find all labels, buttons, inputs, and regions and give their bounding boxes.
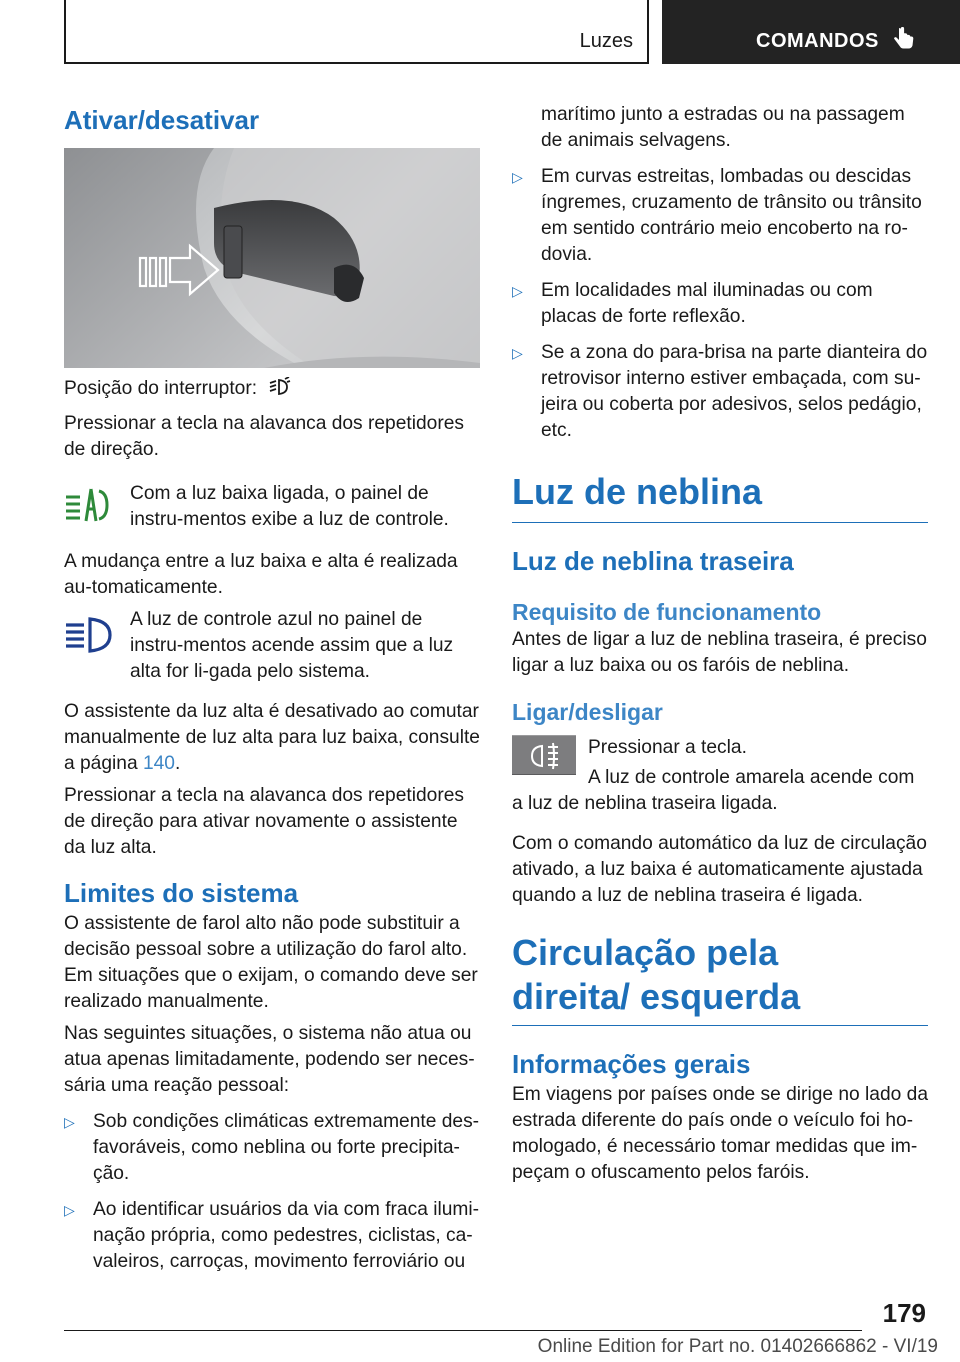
heading-on-off: Ligar/desligar bbox=[512, 699, 663, 725]
header-chapter-tab bbox=[662, 0, 960, 64]
general-info-text: Em viagens por países onde se dirige no lado da estrada diferente do país onde o veículo foi ho-mologado, é necessário tomar medidas que im-peçam o ofuscamento pelos faróis. bbox=[512, 1084, 928, 1183]
footer-divider bbox=[64, 1330, 862, 1331]
list-item-continued: marítimo junto a estradas ou na passagem de animais selvagens. bbox=[541, 104, 905, 151]
triangle-bullet-icon: ▷ bbox=[512, 169, 523, 185]
press-stalk-text: Pressionar a tecla na alavanca dos repetidores de direção. bbox=[64, 413, 464, 460]
header-chapter-title: COMANDOS bbox=[756, 30, 879, 52]
low-beam-info: Com a luz baixa ligada, o painel de instru-mentos exibe a luz de controle. bbox=[64, 481, 480, 533]
traffic-side-heading-block bbox=[512, 931, 928, 1026]
fog-button-block bbox=[512, 735, 928, 817]
heading-fog-light: Luz de neblina bbox=[512, 471, 763, 512]
hand-pointer-icon bbox=[894, 27, 914, 56]
fog-light-heading-block bbox=[512, 470, 928, 523]
heading-activate: Ativar/desativar bbox=[64, 105, 260, 135]
header-section-box bbox=[64, 0, 649, 64]
heading-requirement: Requisito de funcionamento bbox=[512, 599, 822, 625]
list-item: ▷ Ao identificar usuários da via com fraca ilumi-nação própria, como pedestres, ciclistas, ca-valeiros, carroças, movimento ferroviário ou bbox=[64, 1199, 480, 1272]
limits-paragraph-1: O assistente de farol alto não pode substituir a decisão pessoal sobre a utilização do farol alto. Em situações que o exijam, o comando deve ser realizado manualmente. bbox=[64, 913, 478, 1012]
triangle-bullet-icon: ▷ bbox=[512, 283, 523, 299]
page-number: 179 bbox=[882, 1298, 926, 1328]
list-item: ▷ Sob condições climáticas extremamente des-favoráveis, como neblina ou forte precipita-ção. bbox=[64, 1111, 480, 1184]
blue-light-info: A luz de controle azul no painel de instru-mentos acende assim que a luz alta for li-gada pelo sistema. bbox=[64, 607, 480, 685]
list-item: ▷ Em curvas estreitas, lombadas ou descidas íngremes, cruzamento de trânsito ou trânsito em sentido contrário meio encoberto na ro-dovia. bbox=[512, 166, 922, 265]
heading-traffic-side: Circulação pela direita/ esquerda bbox=[512, 932, 801, 1017]
turn-signal-stalk-illustration bbox=[64, 148, 480, 368]
switch-position-text: Posição do interruptor: bbox=[64, 376, 480, 405]
auto-switch-text: A mudança entre a luz baixa e alta é realizada au-tomaticamente. bbox=[64, 551, 458, 598]
manual-off-text: O assistente da luz alta é desativado ao comutar manualmente de luz alta para luz baixa, consulte a página 140. bbox=[64, 701, 480, 774]
requirement-text: Antes de ligar a luz de neblina traseira, é preciso ligar a luz baixa ou os faróis de neblina. bbox=[512, 629, 927, 676]
left-column bbox=[64, 92, 480, 1275]
reactivate-text: Pressionar a tecla na alavanca dos repetidores de direção para ativar novamente o assistente da luz alta. bbox=[64, 785, 464, 858]
auto-note-text: Com o comando automático da luz de circulação ativado, a luz baixa é automaticamente ajustada quando a luz de neblina traseira é ligada. bbox=[512, 833, 927, 906]
press-button-text: Pressionar a tecla. bbox=[588, 737, 747, 758]
list-item: ▷ Se a zona do para-brisa na parte dianteira do retrovisor interno estiver embaçada, com su-jeira ou coberta por adesivos, selos pedágio, etc. bbox=[512, 342, 928, 441]
rear-fog-light-icon bbox=[512, 736, 576, 776]
triangle-bullet-icon: ▷ bbox=[64, 1114, 75, 1130]
list-item: ▷ Em localidades mal iluminadas ou com placas de forte reflexão. bbox=[512, 280, 873, 327]
heading-general-info: Informações gerais bbox=[512, 1049, 751, 1079]
low-beam-indicator-icon bbox=[64, 481, 110, 530]
rear-fog-button[interactable] bbox=[512, 735, 576, 775]
triangle-bullet-icon: ▷ bbox=[64, 1202, 75, 1218]
heading-rear-fog: Luz de neblina traseira bbox=[512, 546, 794, 576]
high-beam-assistant-icon bbox=[268, 377, 292, 405]
page-reference-link[interactable]: 140 bbox=[142, 753, 175, 774]
stalk-photo bbox=[64, 148, 480, 368]
header-section-title: Luzes bbox=[579, 30, 633, 52]
yellow-light-text: A luz de controle amarela acende com a luz de neblina traseira ligada. bbox=[512, 767, 915, 814]
high-beam-indicator-icon bbox=[64, 607, 116, 664]
heading-limits: Limites do sistema bbox=[64, 878, 299, 908]
triangle-bullet-icon: ▷ bbox=[512, 345, 523, 361]
right-column bbox=[512, 92, 928, 1186]
limits-paragraph-2: Nas seguintes situações, o sistema não atua ou atua apenas limitadamente, podendo ser neces-sária uma reação pessoal: bbox=[64, 1023, 475, 1096]
